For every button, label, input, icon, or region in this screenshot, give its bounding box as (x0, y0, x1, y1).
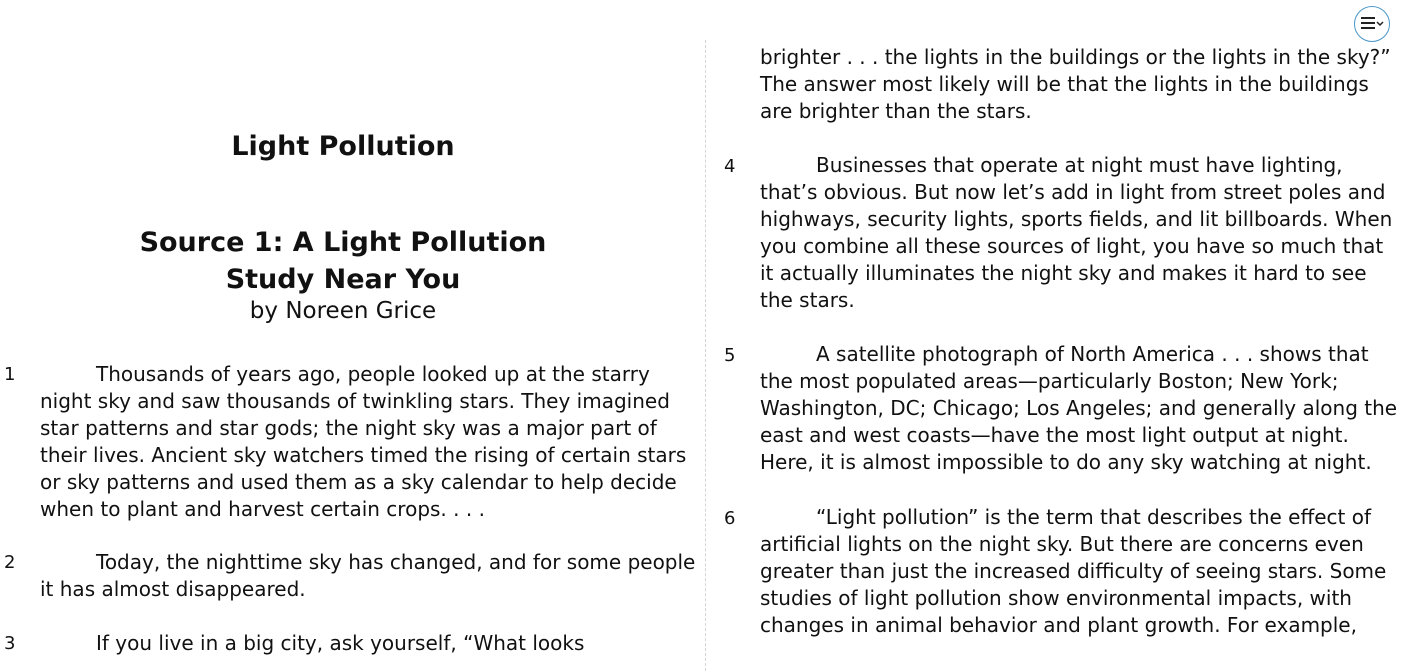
menu-button[interactable] (1354, 6, 1390, 42)
paragraph-text: A satellite photograph of North America . . . shows that the most populated areas—particularly Boston; New York; Washington, DC; Chicago; Los Angeles; and generally along the east and west coasts—have the most light output at night. Here, it is almost impossible to do any sky watching at night. (760, 342, 1398, 474)
paragraph-text: Today, the nighttime sky has changed, and for some people it has almost disappeared. (40, 550, 696, 601)
paragraph-text: Thousands of years ago, people looked up at the starry night sky and saw thousands of twinkling stars. They imagined star patterns and star gods; the night sky was a major part of their lives. Ancient sky watchers timed the rising of certain stars or sky patterns and used them as a sky calendar to help decide when to plant and harvest certain crops. . . . (40, 362, 687, 521)
source-title-line-2: Study Near You (225, 264, 461, 295)
paragraph-text: If you live in a big city, ask yourself, “What looks (96, 631, 585, 655)
column-divider (705, 40, 706, 671)
paragraph-text: “Light pollution” is the term that describes the effect of artificial lights on the night sky. But there are concerns even greater than just the increased difficulty of seeing stars. Some studies of light pollution show environmental impacts, with changes in animal behavior and plant growth. For example, (760, 505, 1387, 637)
source-title-line-1: Source 1: A Light Pollution (139, 227, 547, 258)
byline: by Noreen Grice (249, 298, 437, 324)
paragraph-text: Businesses that operate at night must have lighting, that’s obvious. But now let’s add in light from street poles and highways, security lights, sports fields, and lit billboards. When you combine all these sources of light, you have so much that it actually illuminates the night sky and makes it hard to see the stars. (760, 153, 1393, 312)
paragraph-number: 2 (4, 552, 16, 573)
paragraph-number: 6 (724, 508, 736, 529)
hamburger-menu-icon (1361, 17, 1385, 31)
paragraph-number: 1 (4, 364, 16, 385)
paragraph-number: 3 (4, 633, 16, 654)
paragraph-continuation: brighter . . . the lights in the buildings or the lights in the sky?” The answer most likely will be that the lights in the buildings are brighter than the stars. (760, 45, 1391, 123)
paragraph-number: 5 (724, 345, 736, 366)
article-title: Light Pollution (231, 131, 455, 162)
source-title (0, 224, 686, 298)
paragraph-number: 4 (724, 156, 736, 177)
